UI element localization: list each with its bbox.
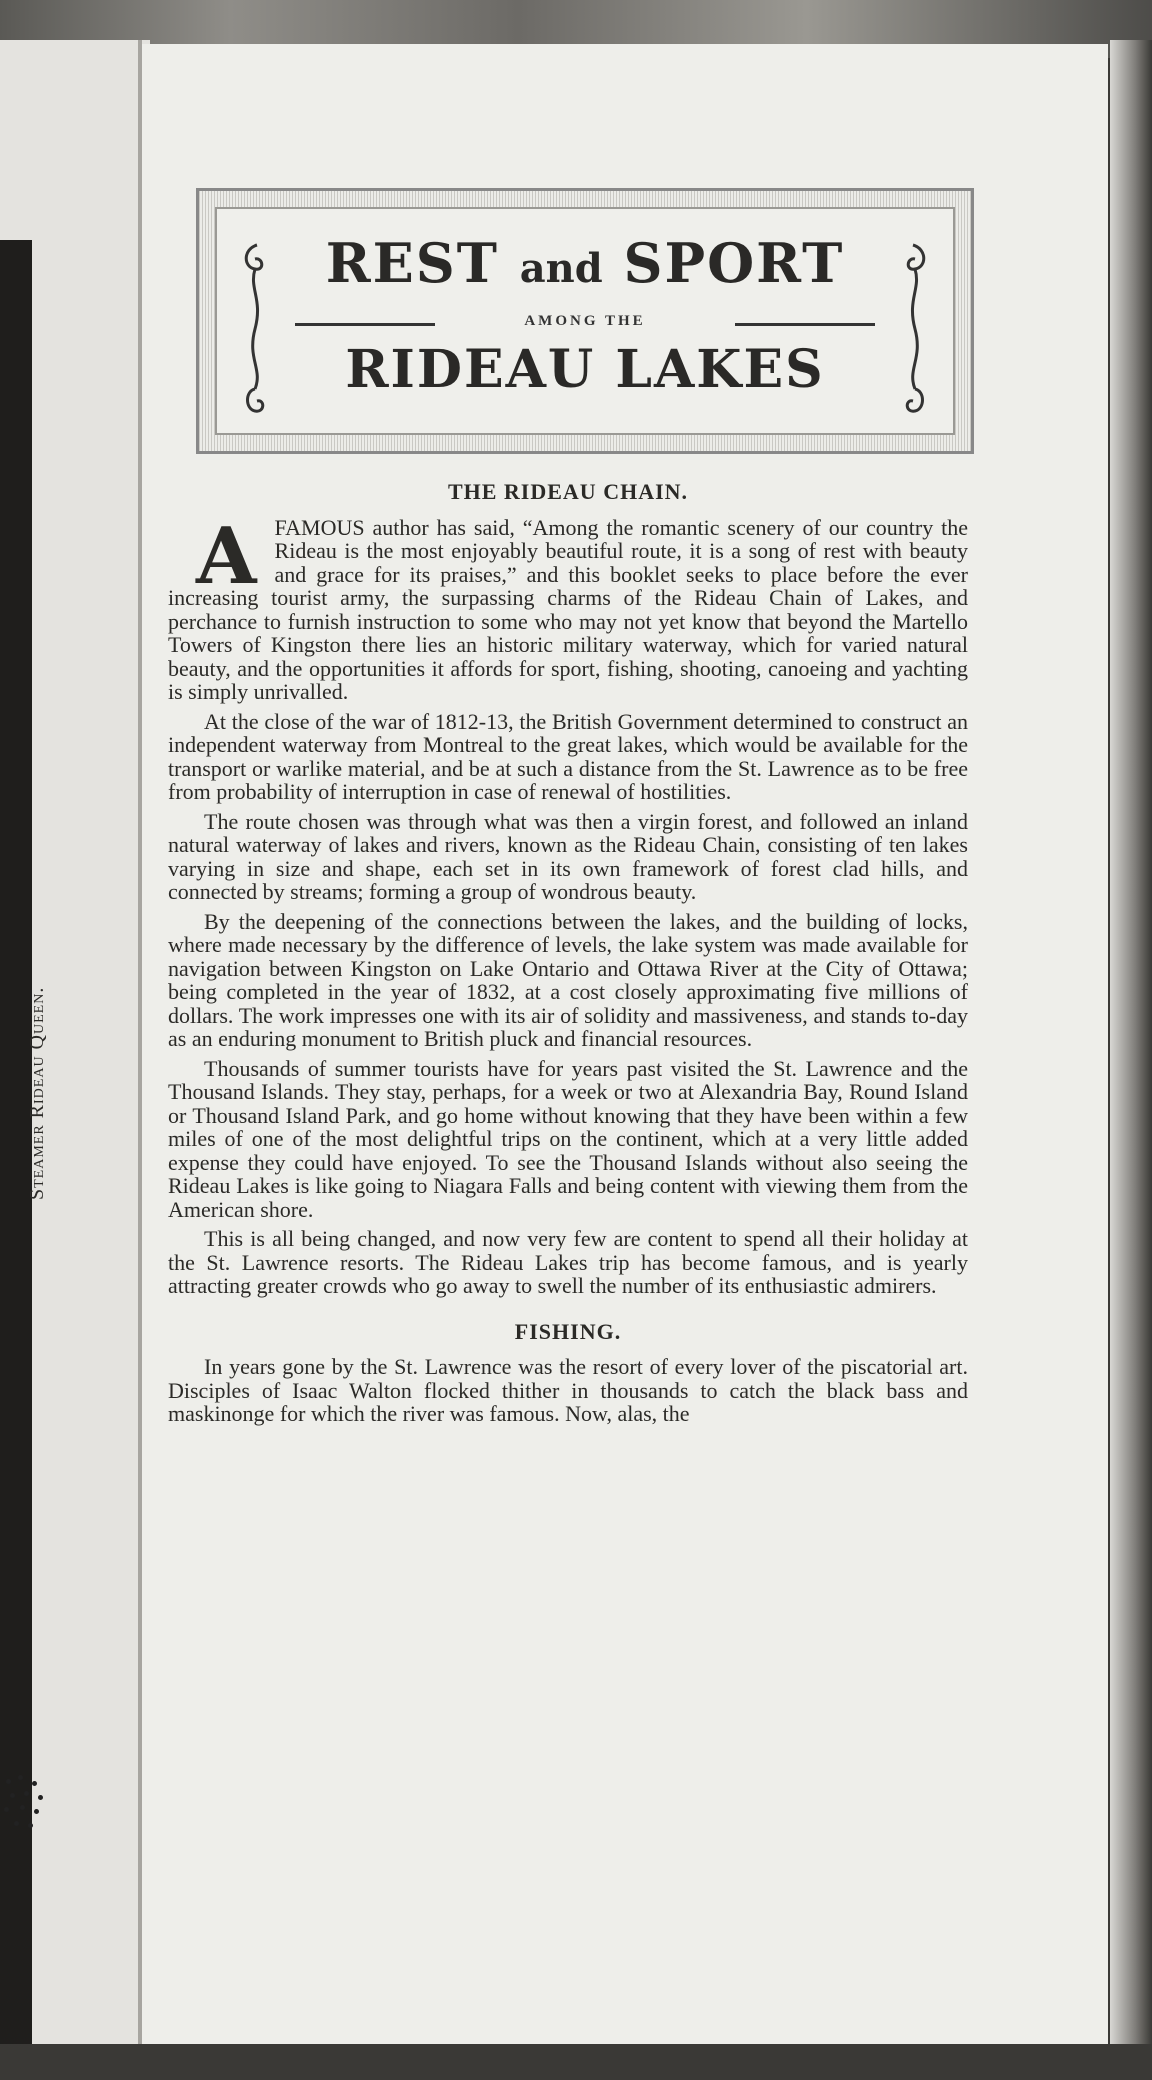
title-line-1 xyxy=(217,231,953,295)
ornament-dots xyxy=(2,1775,52,1835)
title-rest: REST xyxy=(325,231,499,295)
paragraph-1: FAMOUS author has said, “Among the romantic scenery of our country the Rideau is the most enjoyably beautiful route, it is a song of rest with beauty and grace for its praises,” and this booklet seeks to place before the ever increasing tourist army, the surpassing charms of the Rideau Chain of Lakes, and perchance to furnish instruction to some who may not yet know that beyond the Martello Towers of Kingston there lies an historic military waterway, which for varied natural beauty, and the opportunities it affords for sport, fishing, shooting, canoeing and yachting is simply unrivalled. xyxy=(168,514,968,704)
paragraph-3: The route chosen was through what was then a virgin forest, and followed an inland natural waterway of lakes and rivers, known as the Rideau Chain, consisting of ten lakes varying in size and shape, each set in its own framework of forest clad hills, and connected by streams; forming a group of wondrous beauty. xyxy=(168,808,968,904)
paragraph-7: In years gone by the St. Lawrence was the resort of every lover of the piscatorial art. Disciples of Isaac Walton flocked thither in thousands to catch the black bass and maskinonge for which the river was famous. Now, alas, the xyxy=(168,1354,968,1426)
title-among: AMONG THE xyxy=(524,313,646,329)
drop-cap: A xyxy=(196,510,257,602)
side-caption-text: Steamer Rideau Queen. xyxy=(26,986,48,1200)
background-right-edge xyxy=(1110,40,1152,2080)
side-caption xyxy=(26,880,56,1200)
title-line-2: RIDEAU LAKES xyxy=(345,339,825,400)
paragraph-4: By the deepening of the connections between the lakes, and the building of locks, where made necessary by the difference of levels, the lake system was made available for navigation between Kingston on Lake Ontario and Ottawa River at the City of Ottawa; being completed in the year of 1832, at a cost closely approximating five millions of dollars. The work impresses one with its air of solidity and massiveness, and stands to-day as an enduring monument to British pluck and financial resources. xyxy=(168,908,968,1051)
title-sport: SPORT xyxy=(623,231,845,295)
section-heading-rideau-chain: THE RIDEAU CHAIN. xyxy=(447,479,689,504)
body-text xyxy=(168,480,968,1426)
title-inner xyxy=(215,207,955,435)
paragraph-5: Thousands of summer tourists have for years past visited the St. Lawrence and the Thousand Islands. They stay, perhaps, for a week or two at Alexandria Bay, Round Island or Thousand Island Park, and go home without knowing that they have been within a few miles of one of the most delightful trips on the continent, which at a very little added expense they could have enjoyed. To see the Thousand Islands without also seeing the Rideau Lakes is like going to Niagara Falls and being content with viewing them from the American shore. xyxy=(168,1055,968,1222)
paragraph-6: This is all being changed, and now very few are content to spend all their holiday at the St. Lawrence resorts. The Rideau Lakes trip has become famous, and is yearly attracting greater crowds who go away to swell the number of its enthusiastic admirers. xyxy=(168,1226,968,1298)
title-and: and xyxy=(519,245,603,292)
title-rule-right xyxy=(735,323,875,326)
first-paragraph xyxy=(168,510,968,704)
background-bottom-edge xyxy=(0,2044,1152,2080)
title-box xyxy=(196,188,974,454)
previous-page-edge xyxy=(0,40,150,2060)
section-heading-fishing: FISHING. xyxy=(514,1318,622,1344)
paragraph-2: At the close of the war of 1812-13, the British Government determined to construct an independent waterway from Montreal to the great lakes, which would be available for the transport or warlike material, and be at such a distance from the St. Lawrence as to be free from probability of interruption in case of renewal of hostilities. xyxy=(168,708,968,804)
